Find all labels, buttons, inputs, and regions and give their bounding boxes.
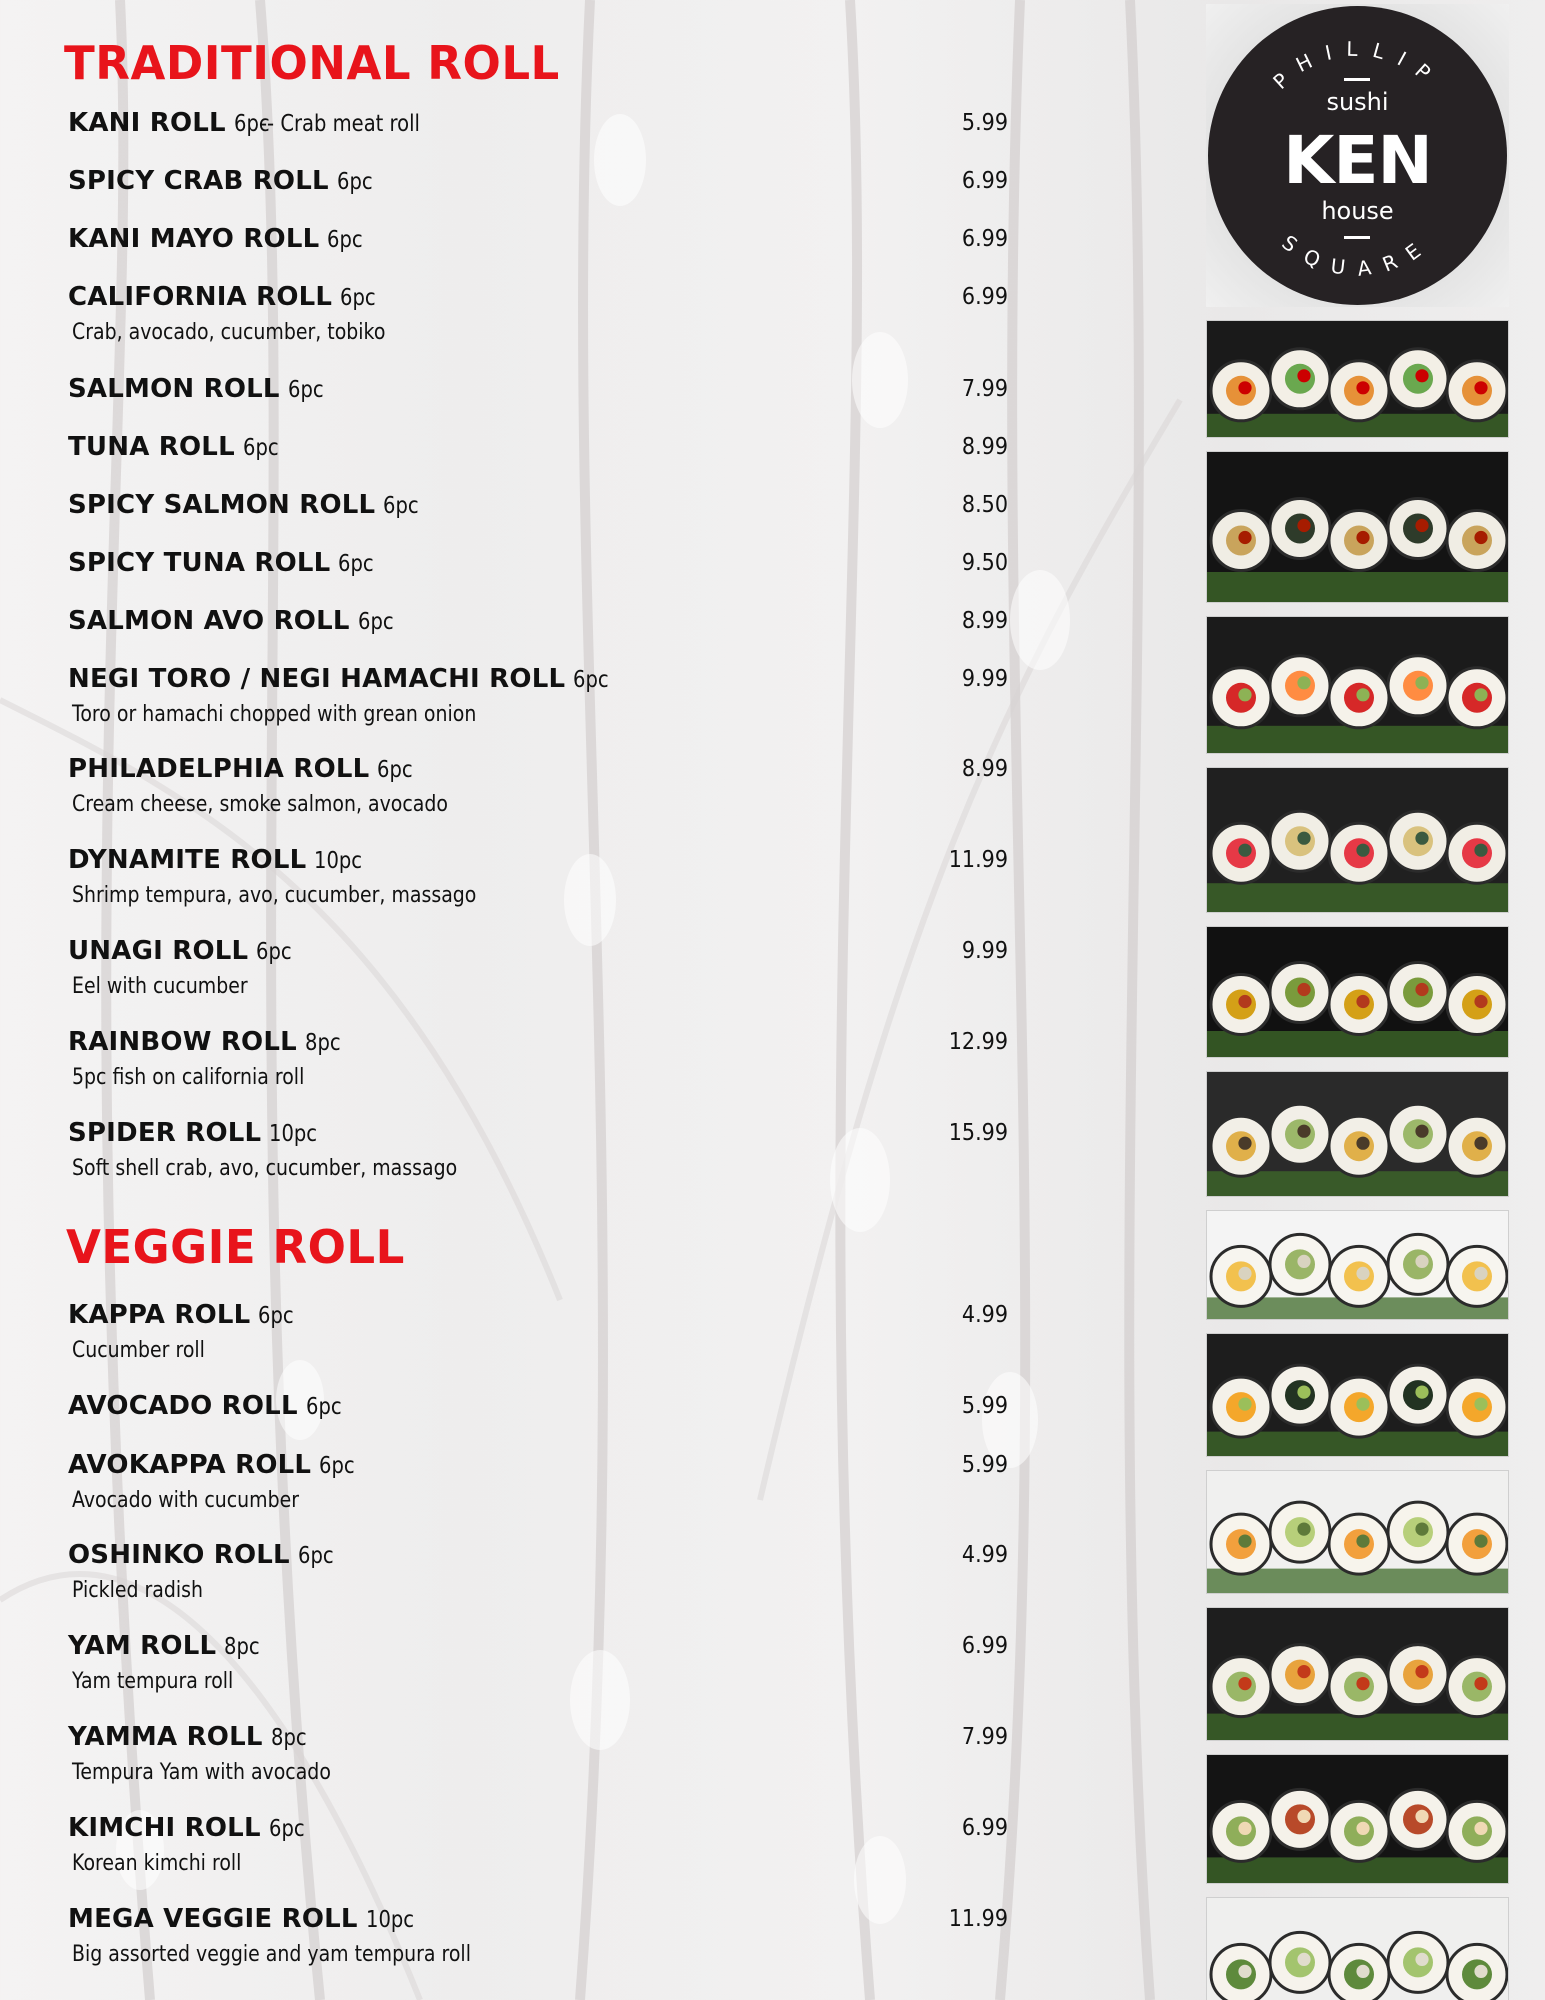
item-piece-count: 10pc — [314, 848, 363, 874]
sushi-photo — [1206, 926, 1509, 1058]
item-name: YAMMA ROLL — [68, 1722, 263, 1752]
item-name: OSHINKO ROLL — [68, 1540, 290, 1570]
item-price: 8.99 — [961, 756, 1008, 782]
item-price: 6.99 — [961, 284, 1008, 310]
item-piece-count: 8pc — [270, 1725, 307, 1751]
item-name: SPICY TUNA ROLL — [68, 548, 331, 578]
logo-bottom-text: SQUARE — [1277, 230, 1437, 281]
item-description: Big assorted veggie and yam tempura roll — [72, 1942, 471, 1967]
logo-ken-text: KEN — [1283, 122, 1432, 199]
item-name: RAINBOW ROLL — [68, 1027, 297, 1057]
item-price: 12.99 — [948, 1029, 1008, 1055]
logo-top-text: PHILLIP — [1268, 36, 1446, 94]
menu-item — [68, 1300, 1008, 1363]
svg-text:PHILLIP — [1268, 37, 1446, 94]
item-name: TUNA ROLL — [68, 432, 235, 462]
item-name: SALMON ROLL — [68, 374, 280, 404]
menu-item — [68, 282, 1008, 345]
item-price: 6.99 — [961, 226, 1008, 252]
item-description: 5pc fish on california roll — [72, 1065, 305, 1090]
sushi-photo — [1206, 451, 1509, 603]
menu-item — [68, 1813, 1008, 1876]
item-piece-count: 6pc — [242, 435, 279, 461]
item-price: 8.99 — [961, 434, 1008, 460]
menu-item — [68, 166, 1008, 196]
item-price: 4.99 — [961, 1542, 1008, 1568]
menu-item — [68, 374, 1008, 404]
item-name: UNAGI ROLL — [68, 936, 249, 966]
item-piece-count: 10pc — [269, 1121, 318, 1147]
item-name: SPIDER ROLL — [68, 1118, 262, 1148]
item-name: KAPPA ROLL — [68, 1300, 251, 1330]
menu-item — [68, 1540, 1008, 1603]
item-piece-count: 6pc — [383, 493, 419, 519]
item-price: 6.99 — [961, 1633, 1008, 1659]
menu-item — [68, 224, 1008, 254]
menu-item — [68, 490, 1008, 520]
item-name: AVOKAPPA ROLL — [68, 1450, 312, 1480]
item-description: Cream cheese, smoke salmon, avocado — [72, 792, 448, 817]
menu-item — [68, 754, 1008, 817]
item-piece-count: 6pc — [319, 1453, 355, 1479]
menu-item — [68, 664, 1008, 727]
item-price: 5.99 — [961, 1393, 1008, 1419]
item-piece-count: 6pc — [338, 551, 375, 577]
item-piece-count: 6pc — [297, 1543, 334, 1569]
item-piece-count: 10pc — [365, 1907, 414, 1933]
item-description: Korean kimchi roll — [72, 1851, 242, 1876]
item-piece-count: 6pc — [305, 1394, 342, 1420]
sushi-photo — [1206, 320, 1509, 438]
item-price: 7.99 — [961, 1724, 1008, 1750]
item-name: KANI MAYO ROLL — [68, 224, 320, 254]
logo-house-text: house — [1321, 197, 1394, 225]
sushi-photo — [1206, 1333, 1509, 1457]
sushi-photo — [1206, 616, 1509, 754]
menu-item — [68, 936, 1008, 999]
item-piece-count: 6pc — [256, 939, 292, 965]
item-description: Pickled radish — [72, 1578, 204, 1603]
item-description: Yam tempura roll — [72, 1669, 234, 1694]
item-piece-count: 6pc — [287, 377, 324, 403]
menu-item — [68, 1722, 1008, 1785]
menu-item — [68, 606, 1008, 636]
item-description: Cucumber roll — [72, 1338, 205, 1363]
sushi-photo — [1206, 1754, 1509, 1884]
item-price: 8.99 — [961, 608, 1008, 634]
item-name: DYNAMITE ROLL — [68, 845, 307, 875]
item-price: 4.99 — [961, 1302, 1008, 1328]
item-description: Shrimp tempura, avo, cucumber, massago — [72, 883, 477, 908]
item-price: 11.99 — [948, 1906, 1008, 1932]
menu-item — [68, 1391, 1008, 1421]
item-piece-count: 6pc — [573, 667, 609, 693]
item-price: 5.99 — [961, 110, 1008, 136]
item-name: MEGA VEGGIE ROLL — [68, 1904, 358, 1934]
item-name: YAM ROLL — [68, 1631, 217, 1661]
logo-sushi-text: sushi — [1326, 88, 1389, 116]
item-price: 9.99 — [961, 666, 1008, 692]
sushi-photo — [1206, 1607, 1509, 1741]
item-piece-count: 6pc — [233, 111, 270, 137]
sushi-photo — [1206, 767, 1509, 913]
section-title-traditional: TRADITIONAL ROLL — [64, 36, 560, 90]
item-piece-count: 6pc — [336, 169, 373, 195]
item-description: Eel with cucumber — [72, 974, 248, 999]
item-price: 15.99 — [948, 1120, 1008, 1146]
menu-item — [68, 1450, 1008, 1513]
item-piece-count: 6pc — [340, 285, 376, 311]
item-price: 6.99 — [961, 168, 1008, 194]
sushi-photo — [1206, 1470, 1509, 1594]
menu-item — [68, 548, 1008, 578]
sushi-photo — [1206, 1210, 1509, 1320]
item-name: SPICY CRAB ROLL — [68, 166, 329, 196]
photo-sidebar — [1206, 4, 1509, 2000]
item-description: Avocado with cucumber — [72, 1488, 300, 1513]
item-price: 7.99 — [961, 376, 1008, 402]
item-name: KIMCHI ROLL — [68, 1813, 261, 1843]
menu-item — [68, 1118, 1008, 1181]
menu-item — [68, 1631, 1008, 1694]
sushi-photo — [1206, 1897, 1509, 2000]
menu-item — [68, 108, 1008, 138]
item-price: 8.50 — [961, 492, 1008, 518]
item-price: 5.99 — [961, 1452, 1008, 1478]
item-piece-count: 8pc — [304, 1030, 341, 1056]
item-piece-count: 6pc — [327, 227, 363, 253]
item-name: SALMON AVO ROLL — [68, 606, 350, 636]
item-description: Toro or hamachi chopped with grean onion — [72, 702, 477, 727]
item-description: Crab, avocado, cucumber, tobiko — [72, 320, 386, 345]
item-description: -- Crab meat roll — [259, 111, 420, 137]
item-name: KANI ROLL — [68, 108, 226, 138]
item-piece-count: 6pc — [268, 1816, 305, 1842]
item-name: PHILADELPHIA ROLL — [68, 754, 370, 784]
item-name: NEGI TORO / NEGI HAMACHI ROLL — [68, 664, 566, 694]
item-name: AVOCADO ROLL — [68, 1391, 298, 1421]
menu-item — [68, 432, 1008, 462]
item-piece-count: 6pc — [258, 1303, 295, 1329]
item-description: Soft shell crab, avo, cucumber, massago — [72, 1156, 458, 1181]
section-title-veggie: VEGGIE ROLL — [66, 1220, 405, 1274]
menu-item — [68, 1027, 1008, 1090]
item-price: 6.99 — [961, 1815, 1008, 1841]
sushi-photo — [1206, 1071, 1509, 1197]
item-price: 9.50 — [961, 550, 1008, 576]
item-piece-count: 8pc — [224, 1634, 260, 1660]
restaurant-logo — [1206, 4, 1509, 307]
item-price: 11.99 — [948, 847, 1008, 873]
menu-item — [68, 1904, 1008, 1967]
item-description: Tempura Yam with avocado — [72, 1760, 331, 1785]
item-price: 9.99 — [961, 938, 1008, 964]
item-name: SPICY SALMON ROLL — [68, 490, 376, 520]
item-piece-count: 6pc — [377, 757, 414, 783]
item-piece-count: 6pc — [357, 609, 394, 635]
item-name: CALIFORNIA ROLL — [68, 282, 333, 312]
menu-item — [68, 845, 1008, 908]
